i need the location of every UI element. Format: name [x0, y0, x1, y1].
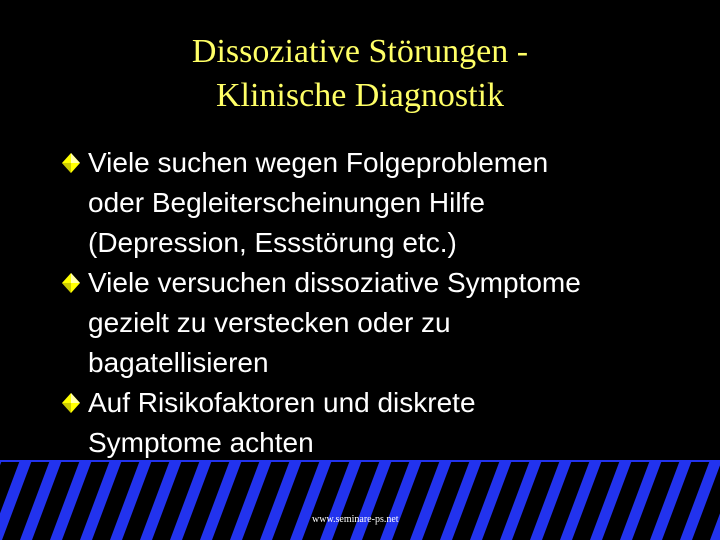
bullet-3-line-2: Symptome achten	[88, 427, 314, 458]
bullet-item-2	[60, 263, 700, 383]
bullet-item-1	[60, 143, 700, 263]
diamond-bullet-icon	[60, 272, 82, 294]
slide-title	[0, 30, 720, 118]
bullet-item-3	[60, 383, 700, 463]
footer-url: www.seminare-ps.net	[312, 514, 399, 525]
bullet-2-line-3: bagatellisieren	[88, 347, 269, 378]
bullet-1-line-2: oder Begleiterscheinungen Hilfe	[88, 187, 485, 218]
title-line-2: Klinische Diagnostik	[215, 77, 505, 114]
stripe-top-border	[0, 460, 720, 462]
bullet-2-line-2: gezielt zu verstecken oder zu	[88, 307, 451, 338]
decorative-stripe-band	[0, 460, 720, 540]
bullet-1-line-3: (Depression, Essstörung etc.)	[88, 227, 457, 258]
diamond-bullet-icon	[60, 392, 82, 414]
bullet-3-line-1: Auf Risikofaktoren und diskrete	[88, 387, 476, 418]
diamond-bullet-icon	[60, 152, 82, 174]
bullet-1-line-1: Viele suchen wegen Folgeproblemen	[88, 147, 549, 178]
title-line-1: Dissoziative Störungen -	[191, 33, 529, 70]
bullet-list	[60, 143, 700, 463]
bullet-2-line-1: Viele versuchen dissoziative Symptome	[88, 267, 581, 298]
